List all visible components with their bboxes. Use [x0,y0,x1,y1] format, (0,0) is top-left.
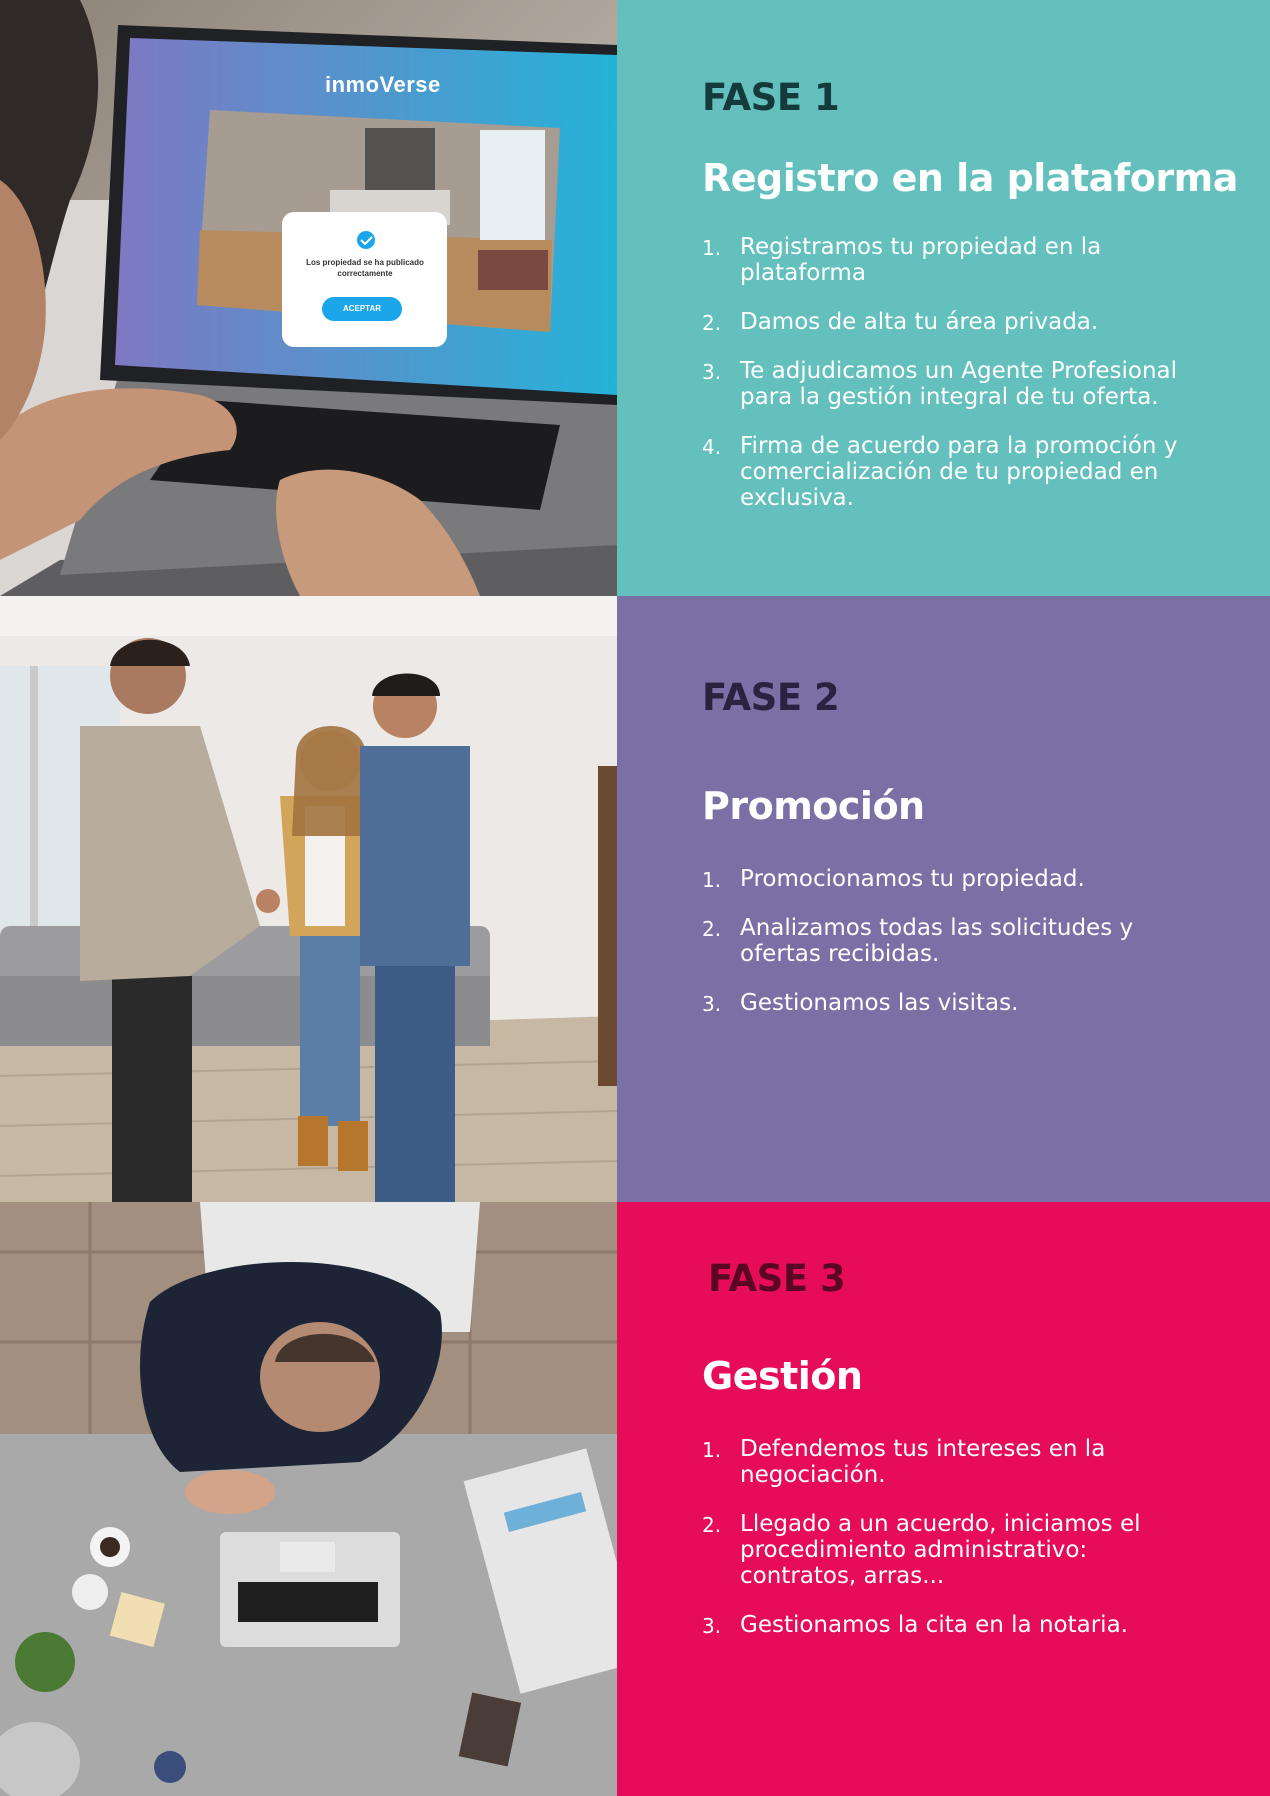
fase-2-panel [617,596,1270,1202]
steps-list [702,866,1182,1039]
published-message: Los propiedad se ha publicado correctamente [306,258,424,278]
step-item [702,1612,1182,1638]
steps-list [702,234,1182,534]
signing-desk-photo [0,1202,617,1796]
step-item [702,1436,1182,1488]
accept-button: ACEPTAR [342,304,382,313]
step-number: 3. [702,1614,722,1638]
step-number: 4. [702,435,722,459]
step-text: Te adjudicamos un Agente Profesional para la gestión integral de tu oferta. [740,358,1178,410]
fase-2-section [0,596,1270,1202]
brand-logo: inmoVerse [325,72,441,97]
step-number: 1. [702,236,722,260]
step-text: Damos de alta tu área privada. [740,309,1099,335]
step-text: Llegado a un acuerdo, iniciamos el procedimiento administrativo: contratos, arras... [740,1511,1141,1589]
phase-title: Gestión [702,1354,863,1398]
step-item [702,433,1182,511]
phase-label: FASE 2 [702,676,840,719]
step-item [702,234,1182,286]
phase-title: Registro en la plataforma [702,156,1238,200]
fase-1-panel [617,0,1270,596]
laptop-registration-photo [0,0,617,596]
fase-3-panel [617,1202,1270,1796]
step-item [702,309,1182,335]
phase-label: FASE 3 [708,1257,846,1300]
phase-title: Promoción [702,784,925,828]
step-text: Analizamos todas las solicitudes y ofertas recibidas. [740,915,1134,967]
step-text: Gestionamos las visitas. [740,990,1019,1016]
step-text: Registramos tu propiedad en la plataforma [740,234,1102,286]
step-item [702,358,1182,410]
step-number: 2. [702,917,722,941]
step-number: 1. [702,1438,722,1462]
phase-label: FASE 1 [702,76,840,119]
step-item [702,915,1182,967]
fase-3-section [0,1202,1270,1796]
steps-list [702,1436,1182,1661]
step-text: Firma de acuerdo para la promoción y comercialización de tu propiedad en exclusiva. [740,433,1178,511]
fase-1-section [0,0,1270,596]
handshake-photo [0,596,617,1202]
step-item [702,1511,1182,1589]
step-number: 1. [702,868,722,892]
step-number: 2. [702,311,722,335]
step-number: 3. [702,992,722,1016]
step-number: 2. [702,1513,722,1537]
step-item [702,990,1182,1016]
step-text: Promocionamos tu propiedad. [740,866,1085,892]
step-number: 3. [702,360,722,384]
step-item [702,866,1182,892]
step-text: Defendemos tus intereses en la negociación. [740,1436,1106,1488]
step-text: Gestionamos la cita en la notaria. [740,1612,1128,1638]
